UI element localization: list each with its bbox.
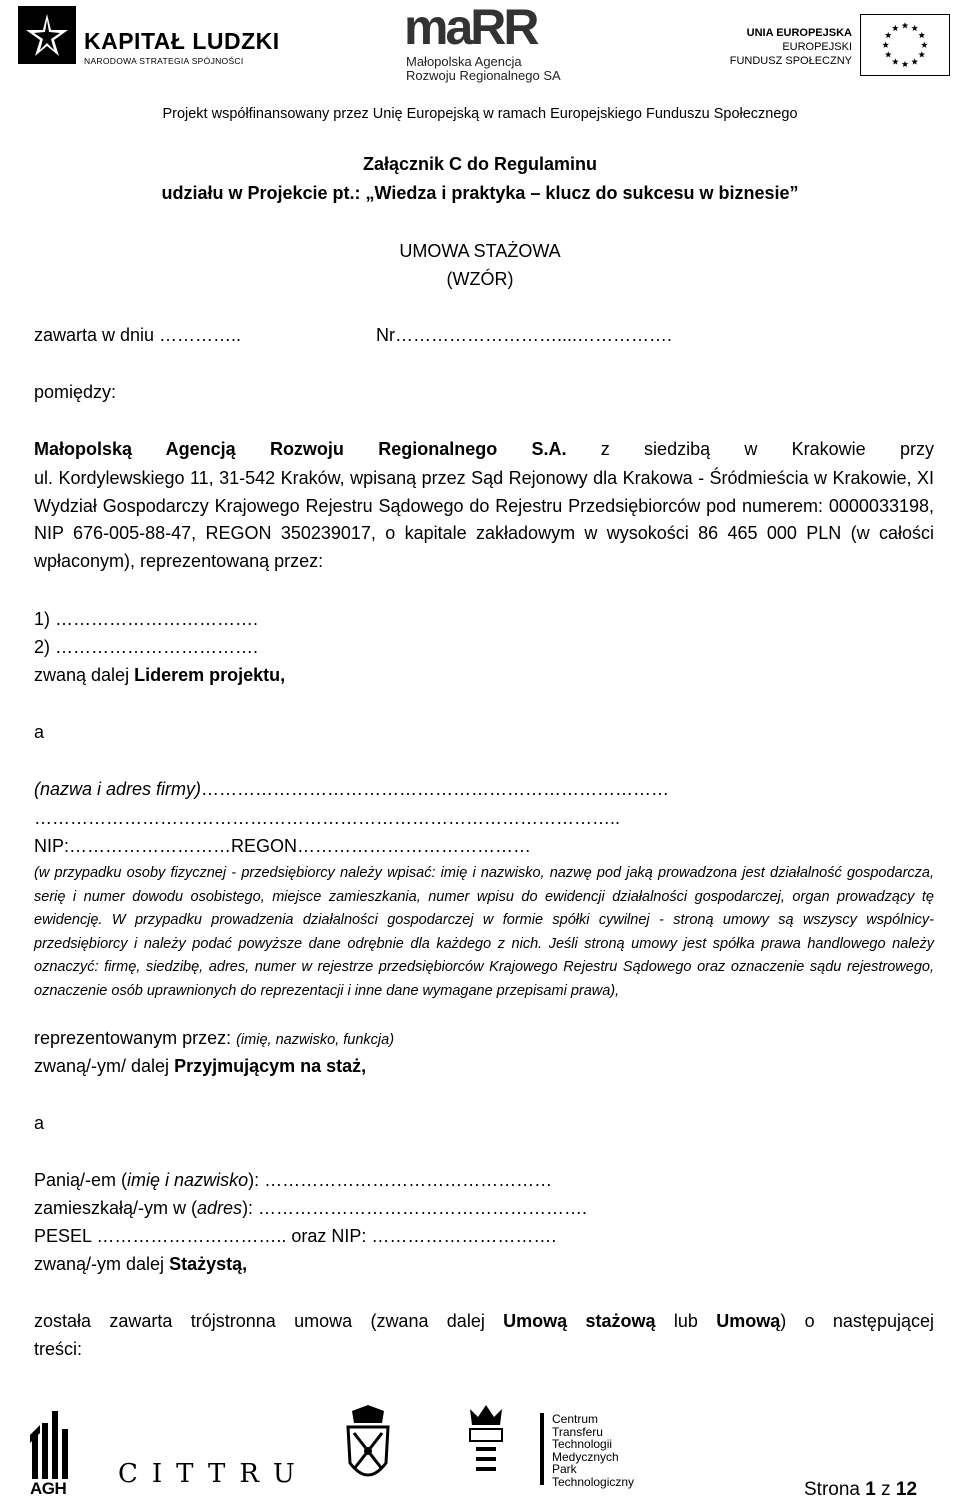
party1-seat: z siedzibą w Krakowie przy [566,439,934,459]
kapital-ludzki-title: KAPITAŁ LUDZKI [84,28,280,54]
host-representative-line [34,1028,934,1049]
host-role-line [34,1056,934,1077]
company-address-dots: …………………………………………………………………………………….. [34,808,621,828]
company-name-dots: …………………………………………………………………… [201,779,670,799]
and-separator-2: a [34,1113,45,1133]
page-total: 12 [895,1479,918,1500]
party1-first-line [34,439,934,463]
closing-line-1 [34,1311,934,1335]
marr-name-line2: Rozwoju Regionalnego SA [406,68,561,83]
ctt-bar-icon [540,1413,544,1485]
ctt-line: Technologiczny [552,1474,635,1489]
page-prefix: Strona [804,1479,866,1500]
eu-label-line2: EUROPEJSKI [782,41,852,53]
eu-flag-icon [860,14,950,76]
contract-subtitle: (WZÓR) [446,269,514,289]
eu-star [892,58,899,64]
ctt-line: Transferu [552,1424,603,1439]
party1-representative-2: 2) ……………………………. [34,637,259,657]
crossed-swords-crest-icon [342,1403,394,1499]
contract-title: UMOWA STAŻOWA [399,241,561,261]
trainee-address-hint: adres [197,1198,243,1218]
closing-term-2: Umową [716,1311,781,1331]
trainee-role-line [34,1254,934,1275]
ctt-line: Park [552,1462,577,1476]
ctt-line: Medycznych [552,1449,619,1464]
eu-star [885,51,892,57]
eu-star [892,25,899,31]
kapital-ludzki-star-icon [18,6,76,64]
closing-text-1: została zawarta trójstronna umowa (zwana dalej [34,1311,504,1331]
and-separator-1: a [34,722,45,742]
company-name-line [34,779,934,800]
concluded-on-line [34,325,934,346]
eu-star [921,42,928,48]
closing-text-3: ) o następującej [780,1311,934,1331]
eu-star [918,32,925,38]
host-representative-label: reprezentowanym przez: [34,1028,237,1048]
party1-name: Małopolską Agencją Rozwoju Regionalnego S.A. [34,439,567,459]
kapital-ludzki-subtitle: NARODOWA STRATEGIA SPÓJNOŚCI [84,56,244,66]
trainee-address-dots: ): ………………………………………………. [242,1198,588,1218]
company-data-instruction: (w przypadku osoby fizycznej - przedsiębiorcy należy wpisać: imię i nazwisko, nazwę pod jaką prowadzona jest działalność gospodarcza, serię i numer dowodu osobistego, miejsce zamieszkania, numer wpisu do ewidencji działalności gospodarczej, organ prowadzący tę ewidencję. W przypadku prowadzenia działalności gospodarczej w formie spółki cywilnej - stroną umowy są wszyscy wspólnicy-przedsiębiorcy i należy podać powyższe dane odrębnie dla każdego z nich. Jeśli stroną umowy jest spółka prawa handlowego należy oznaczyć: firmę, siedzibę, adres, numer w rejestrze przedsiębiorców Krajowego Rejestru Sądowego oraz oznaczenie sądu rejestrowego, oznaczenie osób uprawnionych do reprezentacji i inne dane wymagane przepisami prawa), [34,865,934,999]
eu-star [882,42,889,48]
eu-star [911,25,918,31]
annex-subtitle: udziału w Projekcie pt.: „Wiedza i praktyka – klucz do sukcesu w biznesie” [161,183,799,203]
host-representative-hint: (imię, nazwisko, funkcja) [236,1032,395,1048]
eu-star [911,58,918,64]
ctt-line: Centrum [552,1412,599,1426]
trainee-name-prefix: Panią/-em ( [34,1170,128,1190]
cofinancing-notice: Projekt współfinansowany przez Unię Europejską w ramach Europejskiego Funduszu Społecznego [162,106,798,122]
trainee-address-prefix: zamieszkałą/-ym w ( [34,1198,198,1218]
trainee-role: Stażystą, [169,1254,248,1274]
party1-role-prefix: zwaną dalej [34,665,135,685]
kapital-ludzki-logo [18,6,280,68]
host-role-prefix: zwaną/-ym/ dalej [34,1056,175,1076]
ctt-line: Technologii [552,1437,613,1451]
trainee-address-line [34,1198,934,1219]
agh-label: AGH [30,1479,67,1498]
party1-details: ul. Kordylewskiego 11, 31-542 Kraków, wpisaną przez Sąd Rejonowy dla Krakowa - Śródmieścia w Krakowie, XI Wydział Gospodarczy Krajowego Rejestru Sądowego do Rejestru Przedsiębiorców pod numerem: 0000033198, NIP 676-005-88-47, REGON 350239017, o kapitale zakładowym w wysokości 86 465 000 PLN (w całości wpłaconym), reprezentowaną przez: [34,468,934,571]
eu-star [885,32,892,38]
concluded-on-text: zawarta w dniu ………….. [34,325,242,345]
host-role: Przyjmującym na staż, [174,1056,367,1076]
pesel-nip-line: PESEL ………………………….. oraz NIP: …………………………. [34,1226,557,1246]
page-number [804,1479,917,1501]
party1-representative-1: 1) ……………………………. [34,609,259,629]
page-header [0,0,960,130]
marr-wordmark: maRR [404,0,537,55]
ctt-logo-text [552,1413,634,1488]
closing-term-1: Umową stażową [503,1311,656,1331]
trainee-role-prefix: zwaną/-ym dalej [34,1254,170,1274]
eu-label-line3: FUNDUSZ SPOŁECZNY [729,55,852,67]
eu-star [902,22,909,28]
party1-role: Liderem projektu, [134,665,286,685]
page-current: 1 [865,1479,876,1500]
page-mid: z [875,1479,896,1500]
marr-name-line1: Małopolska Agencja [406,54,522,69]
annex-title: Załącznik C do Regulaminu [362,154,598,174]
cittru-logo: CITTRU [118,1459,309,1489]
party1-role-line [34,665,934,686]
eu-label-line1: UNIA EUROPEJSKA [746,27,852,39]
company-name-label: (nazwa i adres firmy) [34,779,202,799]
trainee-name-hint: imię i nazwisko [127,1170,249,1190]
closing-text-2: lub [655,1311,717,1331]
marr-logo [400,2,570,82]
nip-regon-line: NIP:………………………REGON………………………………… [34,836,532,856]
page-footer [0,1395,960,1504]
trainee-name-dots: ): ………………………………………… [248,1170,553,1190]
eu-label [700,26,852,68]
contract-number-text: Nr………………………....……………. [376,325,672,345]
closing-line-2: treści: [34,1339,83,1359]
crown-crest-icon [466,1403,506,1499]
eu-star [918,51,925,57]
eu-star [902,61,909,67]
trainee-name-line [34,1170,934,1191]
between-label: pomiędzy: [34,382,117,402]
